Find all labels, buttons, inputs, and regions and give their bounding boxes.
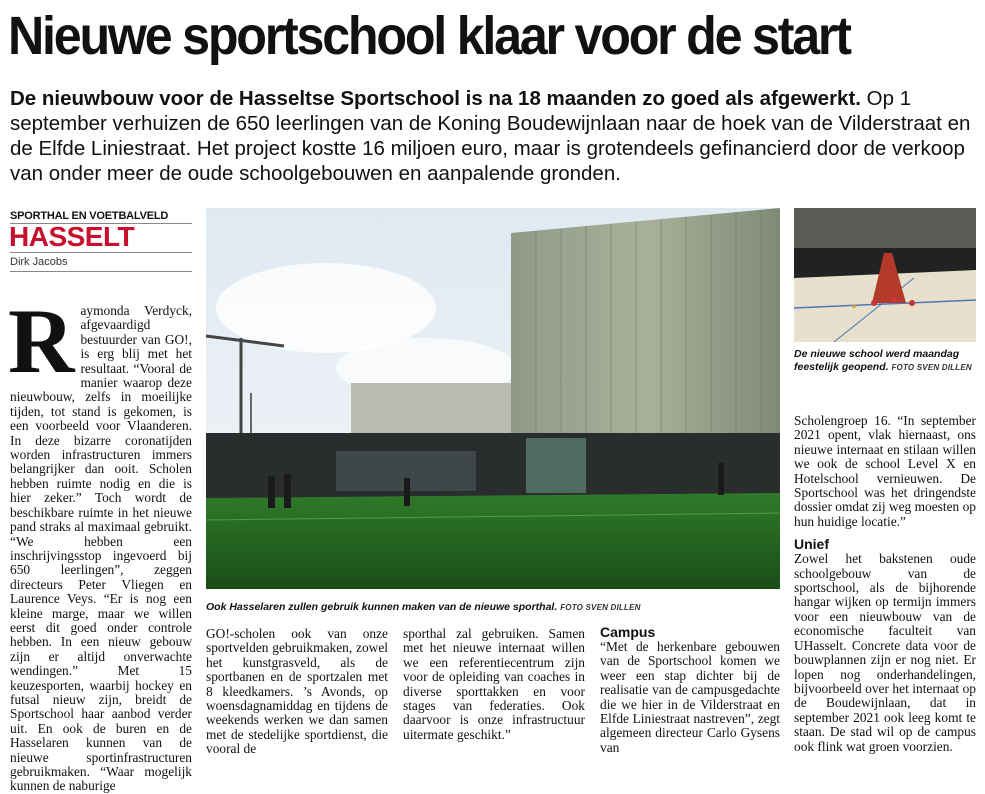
body-column-4 (600, 625, 780, 755)
main-photo-caption (206, 601, 780, 614)
side-photo (794, 208, 976, 342)
body-column-3 (403, 627, 585, 742)
body-column-2 (206, 627, 388, 757)
main-photo (206, 208, 780, 589)
drop-cap: R (8, 290, 75, 392)
lead-bold: De nieuwbouw voor de Hasseltse Sportschool is na 18 maanden zo goed als afgewerkt. (10, 87, 861, 110)
subhead-unief: Unief (794, 536, 829, 553)
byline: Dirk Jacobs (10, 256, 68, 268)
side-photo-caption (794, 348, 976, 374)
kicker: SPORTHAL EN VOETBALVELD (10, 210, 169, 222)
body-text-5b: Zowel het bakstenen oude schoolgebouw van de sportschool, als de bijhorende hangar wijken op termijn immers voor een nieuwbouw van de economische faculteit van UHasselt. Concrete data voor de bouwplannen zijn er nog niet. Er lopen nog onderhandelingen, bijvoorbeeld over het internaat op de Boudewijnlaan, dat in september 2021 ook leeg komt te staan. De stad wil op de campus ook flink wat groen voorzien. (794, 551, 976, 754)
opening-photo-illustration (794, 208, 976, 342)
location-rule (10, 252, 192, 253)
headline: Nieuwe sportschool klaar voor de start (8, 6, 850, 66)
lead-paragraph (10, 86, 975, 186)
main-caption-text: Ook Hasselaren zullen gebruik kunnen maken van de nieuwe sporthal. (206, 601, 558, 613)
body-text-5a: Scholengroep 16. “In september 2021 opent, vlak hiernaast, ons nieuwe internaat en stilaan willen we ook de school Level X en Hotelschool vernieuwen. De Sportschool was het dringendste dossier omdat zij weg moesten op hun huidige locatie.” (794, 413, 976, 529)
body-text-2: GO!-scholen ook van onze sportvelden gebruikmaken, zowel het kunstgrasveld, als de sportbanen en de sportzalen met 8 kleedkamers. ’s Avonds, op woensdagnamiddag en tijdens de weekends werken we dan samen met de stedelijke sportdienst, die vooral de (206, 626, 388, 757)
body-text-3: sporthal zal gebruiken. Samen met het nieuwe internaat willen we een referentiecentrum zijn voor de opleiding van coaches in diverse sporttakken en voor stages van federaties. Ook daarvoor is onze infrastructuur uitermate geschikt.” (403, 626, 585, 742)
sports-hall-photo-illustration (206, 208, 780, 589)
location-label: HASSELT (9, 221, 135, 252)
body-text-1: aymonda Verdyck, afgevaardigd bestuurder van GO!, is erg blij met het resultaat. “Vooral de manier waarop deze nieuwbouw, zelfs in moeilijke tijden, tot stand is gekomen, is een voorbeeld voor Vlaanderen. In deze bizarre coronatijden worden infrastructuren immers belangrijker dan ooit. Scholen hebben ruimte nodig en die is hier zeker.” Toch wordt de beschikbare ruimte in het nieuwe pand straks al maximaal gebruikt. “We hebben een inschrijvingsstop ingevoerd bij 650 leerlingen”, zeggen directeurs Peter Vliegen en Laurence Veys. “Er is nog een kleine marge, maar we willen eerst dit goed onder controle hebben. In een nieuw gebouw zijn er altijd onverwachte wendingen.” Met 15 keuzesporten, waarbij hockey en futsal nieuw zijn, breidt de Sportschool haar aanbod verder uit. En ook de buren en de Hasselaren kunnen van de nieuwe sportinfrastructuren gebruikmaken. “Waar mogelijk kunnen de naburige (10, 303, 192, 794)
side-photo-credit: FOTO SVEN DILLEN (891, 363, 972, 372)
byline-rule (10, 271, 192, 272)
body-column-1 (8, 290, 192, 794)
body-column-5 (794, 414, 976, 754)
body-text-4: “Met de herkenbare gebouwen van de Sportschool komen we weer een stap dichter bij de realisatie van de campusgedachte die we hier in de Vilderstraat en Elfde Liniestraat nastreven”, zegt algemeen directeur Carlo Gysens van (600, 639, 780, 755)
side-caption-text: De nieuwe school werd maandag feestelijk geopend. (794, 348, 960, 373)
lead-text: Op 1 september verhuizen de 650 leerlingen van de Koning Boudewijnlaan naar de hoek van de Vilderstraat en de Elfde Liniestraat. Het project kostte 16 miljoen euro, maar is grotendeels gefinancierd door de verkoop van onder meer de oude schoolgebouwen en aanpalende gronden. (10, 87, 971, 185)
subhead-campus: Campus (600, 624, 656, 640)
main-photo-credit: FOTO SVEN DILLEN (560, 603, 641, 612)
